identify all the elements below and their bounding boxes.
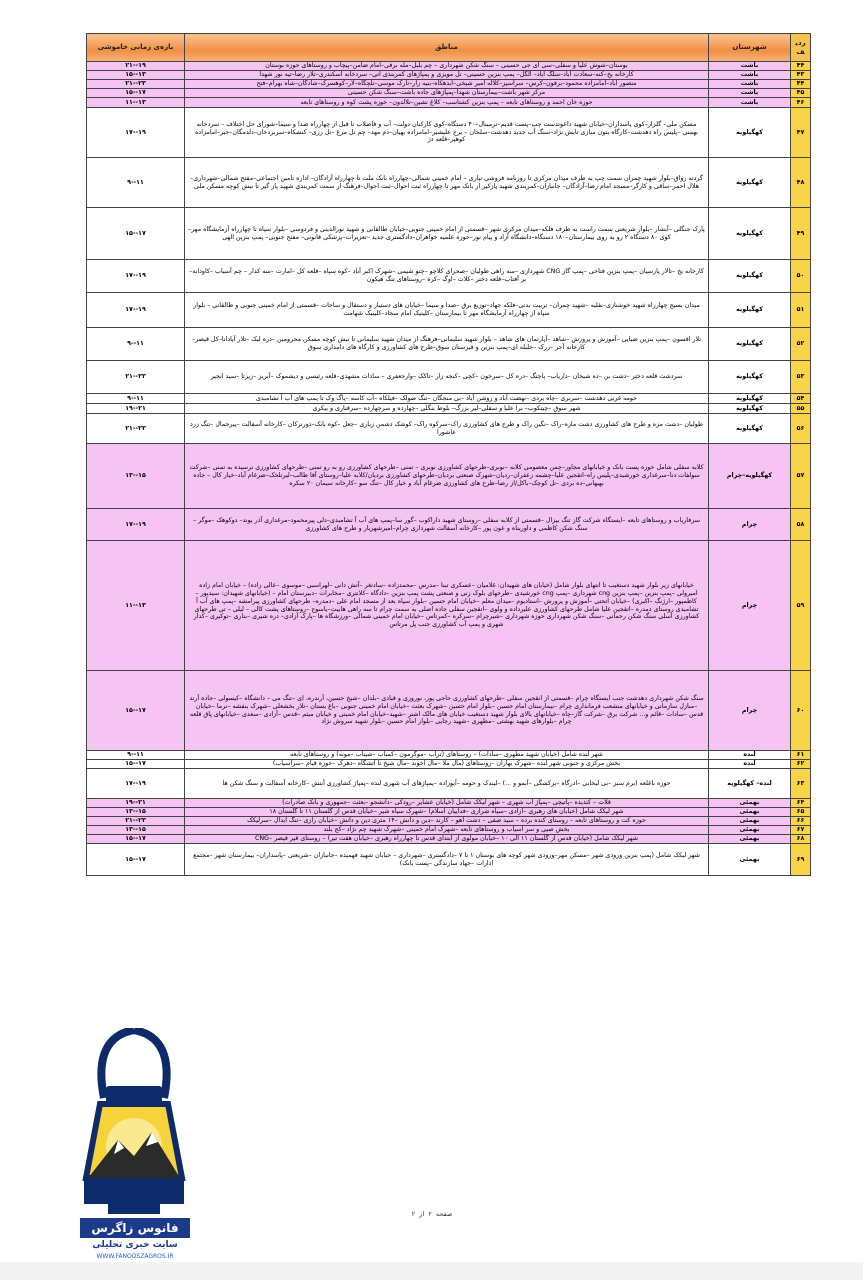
row-number-cell: ۵۶	[791, 414, 811, 444]
table-row	[87, 89, 811, 98]
row-number-cell: ۵۰	[791, 260, 811, 293]
row-number-cell: ۴۷	[791, 108, 811, 158]
time-range-cell: ۱۷--۱۹	[87, 509, 185, 541]
row-number-cell: ۴۶	[791, 98, 811, 108]
time-range-cell: ۱۳--۱۵	[87, 808, 185, 817]
time-range-cell: ۱۱--۱۳	[87, 541, 185, 671]
city-cell: کهگیلویه	[709, 361, 791, 394]
time-range-cell: ۱۹--۲۱	[87, 404, 185, 414]
table-row	[87, 80, 811, 89]
areas-cell: حوزه باغلعه (برم سبز –بی لیخانی –ادرگاه –برکشگی –آبمو و ...) –لیندک و حومه –آبوزاده –پمپاژهای آب شهری لنده –پمپاژ کشاورزی آبتش –کارخانه آسفالت و سنگ شکن ها	[185, 769, 709, 799]
table-header-row	[87, 34, 811, 62]
row-number-cell: ۶۲	[791, 760, 811, 769]
row-number-cell: ۴۴	[791, 62, 811, 71]
city-cell: کهگیلویه	[709, 293, 791, 328]
areas-cell: حوزه کت و روستاهای تابعه – روستای کنده برده – سید صفی – دشت آهو – کارند –دین و دانش –۱۴ متری دین و دانش –خیابان رازی –تنگ آبدال –سرلیکک	[185, 817, 709, 826]
time-range-cell: ۱۵--۱۷	[87, 208, 185, 260]
table-row	[87, 328, 811, 361]
header-time-range: بازه‌ی زمانی خاموشی	[87, 34, 185, 62]
time-range-cell: ۱۷--۱۹	[87, 108, 185, 158]
row-number-cell: ۶۵	[791, 808, 811, 817]
table-row	[87, 444, 811, 509]
areas-cell: سردشت قلعه دختر –دشت بن –ده شیخان –داریاب– پاچنگ –دره کل –سرخون –کچی –کنجه زار –تاکک –وارجعفری – سادات مشهدی–قلعه رئیسی و دیشموک –آبریز –زیرتا –سید انجیر	[185, 361, 709, 394]
row-number-cell: ۵۳	[791, 361, 811, 394]
city-cell: بهمئی	[709, 844, 791, 876]
row-number-cell: ۵۲	[791, 328, 811, 361]
table-row	[87, 158, 811, 208]
areas-cell: شهر لیکک شامل (پمپ بنزین ورودی شهر –مسکن مهر–ورودی شهر کوچه های بوستان ۱ تا ۷ –دادگستری –شهرداری – خیابان شهید فهمیده –جانبازان –شریعتی –پاسداران– بیمارستان شهر –مجتمع ادارات –جهاد سازندگی –پست بانک)	[185, 844, 709, 876]
city-cell: کهگیلویه	[709, 328, 791, 361]
row-number-cell: ۵۹	[791, 541, 811, 671]
page-bottom-strip	[0, 1262, 863, 1280]
areas-cell: تلار افسون –پمپ بنزین ضیایی –آموزش و پرورش –شاهد –آپارتمان های شاهد – بلوار شهید سلیمانی–فرهنگ از میدان شهید سلیمانی تا نبش کوچه مسکن محرومین –دره لیک –تلار آپادانا–کل قیصر–کارخانه آجر –زرک –خلیله ای–پمپ بنزین و قبرستان سوق–طرح های کشاورزی و کارگاه های دامداری سوق	[185, 328, 709, 361]
table-row	[87, 361, 811, 394]
areas-cell: شهر سوق –چیتکوب– برا علیا و سفلی–لیر بزرگ– بلوط بنگلی –چهارده و سرچهارده –سرقناری و بیکری	[185, 404, 709, 414]
table-row	[87, 817, 811, 826]
page-current: ۲	[428, 1210, 432, 1218]
city-cell: بهمئی	[709, 835, 791, 844]
city-cell: چرام	[709, 671, 791, 751]
time-range-cell: ۹--۱۱	[87, 328, 185, 361]
table-row	[87, 98, 811, 108]
areas-cell: کارخانه یخ–کنه–سعادت آباد–سلگ آباد– آلگل– پمپ بنزین حسینی– تل مویزی و پمپاژهای کمربندی اتی– سردخانه اسکندری–تلار رضا–تیه نور شهدا	[185, 71, 709, 80]
table-row	[87, 208, 811, 260]
row-number-cell: ۶۷	[791, 826, 811, 835]
table-row	[87, 404, 811, 414]
row-number-cell: ۴۸	[791, 158, 811, 208]
table-row	[87, 826, 811, 835]
time-range-cell: ۱۷--۱۹	[87, 293, 185, 328]
table-row	[87, 62, 811, 71]
table-row	[87, 541, 811, 671]
table-row	[87, 509, 811, 541]
city-cell: لنده	[709, 760, 791, 769]
table-row	[87, 671, 811, 751]
areas-cell: طولیان –دشت مزه و طرح های کشاورزی دشت مازه–راک –نگین راک و طرح های کشاورزی راک–سرکوه راک– کوشک دشمن زیاری –جعل –کوه بانک–دورنزکان –کارخانه آسفالت –پیرجمال –تنگ زرد عاشورا	[185, 414, 709, 444]
table-row	[87, 769, 811, 799]
time-range-cell: ۲۱--۲۳	[87, 80, 185, 89]
row-number-cell: ۴۹	[791, 208, 811, 260]
city-cell: کهگیلویه	[709, 404, 791, 414]
time-range-cell: ۹--۱۱	[87, 158, 185, 208]
row-number-cell: ۴۵	[791, 89, 811, 98]
row-number-cell: ۶۳	[791, 769, 811, 799]
time-range-cell: ۱۱--۱۳	[87, 98, 185, 108]
row-number-cell: ۴۴	[791, 80, 811, 89]
city-cell: چرام	[709, 541, 791, 671]
areas-cell: کلابه سفلی شامل حوزه پست بانک و خیابانهای مجاور–چمن معصومی کلابه –نوبری–طرحهای کشاورزی نوبری – تمنی –طرحهای کشاورزی رو به رو تمنی –طرحهای کشاورزی نرسیده به تمنی –شرکت سولفات دنا–سرغداری خورشیدی–پلیس راه–اتقجین علیا–چشمه زعفران–ردیان–شهرک صنعتی بردیان–طرحهای کشاورزی بردیان/کلابه علیا–روستای آقا طالب–لیرتلخک–ضرغام آباد–خیار کال – جاده بهبهانی–ده بردی –تل کوچک–باکل/از رضا–طرح های کشاورزی ضرغام آباد و خیار کال –تنگ سو –کارخانه سیمان ۲۰ سکره	[185, 444, 709, 509]
row-number-cell: ۶۰	[791, 671, 811, 751]
header-city: شهرستان	[709, 34, 791, 62]
row-number-cell: ۵۵	[791, 404, 811, 414]
time-range-cell: ۱۳--۱۵	[87, 444, 185, 509]
time-range-cell: ۱۵--۱۳	[87, 71, 185, 80]
time-range-cell: ۹--۱۱	[87, 751, 185, 760]
row-number-cell: ۶۶	[791, 817, 811, 826]
page-label: صفحه	[435, 1210, 453, 1218]
table-row	[87, 760, 811, 769]
table-row	[87, 293, 811, 328]
page-number	[380, 1210, 484, 1218]
header-areas: مناطق	[185, 34, 709, 62]
areas-cell: سنگ شکن شهرداری دهدشت جنب ایستگاه چرام –قسمتی از اتقجین سفلی –طرحهای کشاورزی حاجی پور، نوروزی و قبادی –بلدان –شیخ حسین، آرندره، ای –تنگ می – دانشگاه –کیسولی –جاده آرند –منازل سازمانی و خیابانهای منشعب فرمانداری چرام –بیمارستان امام حسین –بلوار امام حسین –شهرک بعثت –خیابان امام خمینی جنوبی –باغ بستان –تلار بخشعلی –شهرک بنفشه –نرما –خیابان قدس –سادات –قائم و... شرکت برق –شرکت گاز–چاه –خیابانهای بالای بلوار شهید دستغیب خیابان های مالک اشتر –شهید–خیابان امام خمینی و خیابان میثم –قدس –آزادی –سعدی –خیابانهای پاق قلعه چرام –بلوارهای شهید بهشتی –مطهری –شهید رجایی –بلوار امام حسین –بلوار شهید سروش نژاد	[185, 671, 709, 751]
city-cell: لنده– کهگیلویه	[709, 769, 791, 799]
areas-cell: منصور آباد–امامزاده محمود–برفون–کرس– سرآسپز–کلاله امیر شیخی–آبدهکاه–بنیه زار–تارک موسی–تلچگاه–لار–کوهسرک–شادگان–شاه بهرام–فتح	[185, 80, 709, 89]
logo-url: WWW.FANOOSZAGROS.IR	[96, 1253, 174, 1260]
areas-cell: بخش صیی و سر آسیاب و روستاهای تابعه –شهرک امام خمینی –شهرک شهید چم نژاد –کج بلند	[185, 826, 709, 835]
header-row-number: ردیف	[791, 34, 811, 62]
city-cell: لنده	[709, 751, 791, 760]
areas-cell: مسکن ملی– گلزار–کوی پاسداران–خیابان شهید داعوتدست چپ–پست قدیم–ترمینال–۴۰ دستگاه–کوی کارکنان دولت– آب و فاضلاب تا قبل از چهارراه صدا و سیما–شورای حل اختلاف – سردخانه بهمنی –پلیس راه دهدشت–کارگاه بتون سازی تابش نژاد–سنگ آب جدید دهدشت–سلحان – برج علیشیر–امامزاده بهیان–دم مهد– چم تل مرغ –تل زری– کنشکاه–سربردخان–دلدمگان–جیر–امامزاده کوهپر–قلعه دژ	[185, 108, 709, 158]
city-cell: کهگیلویه	[709, 394, 791, 404]
areas-cell: خیابانهای زیر بلوار شهید دستغیب تا انتهای بلوار شامل (خیابان های شهیدان: غلامیان –عسکری تبنا –مدرس –محمدزاده –سادتغر –آتش دانی –لهراسبی –موسوی –عالی زاده) – خیابان امام زاده امیرولی –پمپ بنزین –پمپ بنزین cng شهرداری –پمپ cng خورشیدی –طرحهای بلوک زنی و صنعتی پشت پمپ بنزین –دادگاه –کلانتری –مخابرات –دبیرستان امام – (خیابانهای شهیدان: سیدپور –کاظمپور –ارژنگ –اکبری) –خیابان اتحتی –آموزش و پرورش –استادیوم –میدان معلم –خیابان امام حسین –بلوار سپاه بعد از مسجد امام علی –دمدره– طرحهای کشاورزی پیرامشه –پمپ های آب آ تشامبدی روستای دمدره –اتقجین علیا شامل طرحهای کشاورزی علیرداده و ولوی –اتقجین سفلی جاده اصلی به سمت چرام تا سه راهی هابیت–یاسوج –روستاهای پشت کالی – لیلی – تی طرحهای کشاورزی اسلی سنگ شکن رحمانی –سنگ شکن شهرداری حوزه شهرداری –شیرچرام –سرکره –کمرتاس –خیابان امام خمینی شمالی –ورزشگاه ها –پارک آزادی– دره شیری –بناری –توکیری –کدار شهری و پمپ آب کشاورزی جنب پل مرتاس	[185, 541, 709, 671]
city-cell: باشت	[709, 80, 791, 89]
areas-cell: گردنه رواق–بلوار شهید چمران سمت چپ به طرف میدان مرکزی تا روزنامه فروشی تیاری – امام خمینی شمالی–چهارراه بانک ملت تا چهارراه آزادگان– اداره تامین اجتماعی–مفتح شمالی–شهرداری–هلال احمر–ساقی و کارگر–مسجد امام رضا–آزادگان– جانبازان–کمربندی شهید پازکیر از بانک مهر تا چهارراه ثبت احوال–ثبت احوال–فرهنگ از سمت کمربندی شهید پاز گیر تا نبش کوچه مسکن ملی	[185, 158, 709, 208]
logo-tagline: سایت خبری تحلیلی	[92, 1240, 178, 1250]
page-separator: از	[419, 1210, 425, 1218]
areas-cell: حوزه خان احمد و روستاهای تابعه – پمپ بنزین کشتاسب– کلاغ نشین–تلالدون– حوزه پشت کوه و روستاهای تابعه	[185, 98, 709, 108]
row-number-cell: ۴۳	[791, 71, 811, 80]
table-row	[87, 108, 811, 158]
areas-cell: میدان بسیج چهارراه شهید خوشنازی–نقلیه –شهید چمران– تربیت بدنی–فلکه جهاد–توزیع برق –صدا و سیما –خیابان های دستیار و دستقال و ساحات –قسمتی از امام خمینی جنوبی و طالقانی – بلوار سپاه از چهارراه آزمایشگاه مهر تا بیمارستان –کلینیک امام سجاد–کلینیک شهامت	[185, 293, 709, 328]
city-cell: باشت	[709, 89, 791, 98]
areas-cell: بوستان–شوش علیا و سفلی–سی ای جی حسینی – سنگ شکن شهرداری – چم بلبل–مله برفی–امام ضامن–پیچاب و روستاهای حوزه بوستان	[185, 62, 709, 71]
areas-cell: حومه غربی دهدشت –سربری –چاه بردی –نهضت آباد و روشن آباد –بی منجگان –تنگ صولک –فیلکاه –آب کاسه –یاگ وک تا پمپ های آب آ تشامبدی	[185, 394, 709, 404]
row-number-cell: ۵۱	[791, 293, 811, 328]
city-cell: بهمئی	[709, 817, 791, 826]
time-range-cell: ۱۷--۱۹	[87, 260, 185, 293]
time-range-cell: ۱۳--۱۵	[87, 826, 185, 835]
time-range-cell: ۱۵--۱۷	[87, 835, 185, 844]
table-row	[87, 394, 811, 404]
city-cell: بهمئی	[709, 808, 791, 817]
areas-cell: شهر لیکک شامل (خیابان قدس از گلستان ۱۱ الی ۱۰ –خیابان مولوی از ابتدای قدس تا چهارراه رهبری –خیابان هفت تیر) – روستای قیر قیصر –CNG	[185, 835, 709, 844]
areas-cell: کارخانه یخ –تالار پارسیان –پمپ بنزین فتاحی –پمپ گاز CNG شهرداری –سه راهی طولیان –صحرای کلاچو –چنو شیمی –شهرک اکبر آباد –کوه سپاه –قلعه کل –امارت –سه کدار – چم آسیاب –کاودانه–بر آفتاب–قلعه دختر –کلات –اوگ –کره –روستاهای تنگ هیکون	[185, 260, 709, 293]
areas-cell: سرفاریاب و روستاهای تابعه –ایستگاه شرکت گاز تنگ بیزال –قسمتی از کلابه سفلی –روستای شهید داراکوب –گور سا–پمپ های آب آ تشامبدی–دلی پیرمحمود–مرغداری آذر یوند– دوکوهک –موگر –سنگ شکن کاظمی و داوریناه و عون پور –کارخانه آسفالت شهرداری چرام–امیرشهریار و طرح های کشاورزی	[185, 509, 709, 541]
time-range-cell: ۱۵--۱۷	[87, 760, 185, 769]
time-range-cell: ۱۵--۱۷	[87, 89, 185, 98]
areas-cell: بخش مرکزی و جنوبی شهر لنده –شهرک بهاران –روستاهای (مال ملا –مال آخوند –مال شیخ تا آتشگاه –دهرک –حوزه قیام –سرآسیاب)	[185, 760, 709, 769]
page-total: ۲	[411, 1210, 416, 1218]
table-row	[87, 844, 811, 876]
row-number-cell: ۵۷	[791, 444, 811, 509]
row-number-cell: ۶۱	[791, 751, 811, 760]
table-row	[87, 835, 811, 844]
areas-cell: مرکز شهر باشت–بیمارستان شهدا–پمپاژهای جاده باشت–سنگ شکن حسینی	[185, 89, 709, 98]
row-number-cell: ۵۸	[791, 509, 811, 541]
areas-cell: شهر لیکک شامل (خیابان های رهبری –آزادی –سیاه شرازی –فداییان اسلام) –شهرک سیاه شیر –خیابان قدس از گلستان ۱۱ تا گلستان ۱۸	[185, 808, 709, 817]
city-cell: کهگیلویه–چرام	[709, 444, 791, 509]
city-cell: کهگیلویه	[709, 158, 791, 208]
time-range-cell: ۱۵--۱۷	[87, 844, 185, 876]
table-row	[87, 808, 811, 817]
row-number-cell: ۵۴	[791, 394, 811, 404]
table-body	[87, 62, 811, 876]
city-cell: باشت	[709, 98, 791, 108]
city-cell: کهگیلویه	[709, 414, 791, 444]
table-row	[87, 414, 811, 444]
row-number-cell: ۶۹	[791, 844, 811, 876]
table-row	[87, 71, 811, 80]
city-cell: کهگیلویه	[709, 108, 791, 158]
city-cell: چرام	[709, 509, 791, 541]
city-cell: باشت	[709, 62, 791, 71]
row-number-cell: ۶۴	[791, 799, 811, 808]
time-range-cell: ۲۱--۱۹	[87, 62, 185, 71]
time-range-cell: ۹--۱۱	[87, 394, 185, 404]
time-range-cell: ۱۹--۲۱	[87, 799, 185, 808]
city-cell: کهگیلویه	[709, 208, 791, 260]
areas-cell: شهر لنده شامل (خیابان شهید مطهری –سادات) – روستاهای (تراب –موگرمون –کمباب –شیناب –مونه) و روستاهای تابعه	[185, 751, 709, 760]
logo-brand-name: فانوس زاگرس	[80, 1218, 190, 1238]
table-row	[87, 260, 811, 293]
city-cell: باشت	[709, 71, 791, 80]
time-range-cell: ۲۱--۲۳	[87, 817, 185, 826]
areas-cell: قلات – کندیده –پاتیچی –پمپاژ آب شهری – شهر لیکک شامل (خیابان عشایر –رودکی –دانشجو –بعثت –جمهوری و بانک صادرات)	[185, 799, 709, 808]
city-cell: بهمئی	[709, 799, 791, 808]
time-range-cell: ۱۷--۱۹	[87, 769, 185, 799]
time-range-cell: ۲۱--۲۳	[87, 414, 185, 444]
city-cell: بهمئی	[709, 826, 791, 835]
time-range-cell: ۲۱--۲۳	[87, 361, 185, 394]
row-number-cell: ۶۸	[791, 835, 811, 844]
table-row	[87, 799, 811, 808]
time-range-cell: ۱۵--۱۷	[87, 671, 185, 751]
areas-cell: پارک جنگلی –آبشار –بلوار شریعتی سمت راست به طرف فلکه–میدان مرکزی شهر –قسمتی از امام خمینی جنوبی–خیابان طالقانی و شهید نورالدینی و فردوسی –بلوار سپاه تا چهارراه آزمایشگاه مهر–کوی ۸۰ دستگاه ۲ رو به روی بیمارستان–۱۸۰ دستگاه–دانشگاه آزاد و پیام نور–حوزه علمیه خواهران–دادگستری جدید –تعزیرات–پزشکی قانونی– مفتح جنوبی– پمپ بنزین الهی	[185, 208, 709, 260]
city-cell: کهگیلویه	[709, 260, 791, 293]
outage-schedule-table	[86, 33, 811, 876]
table-row	[87, 751, 811, 760]
